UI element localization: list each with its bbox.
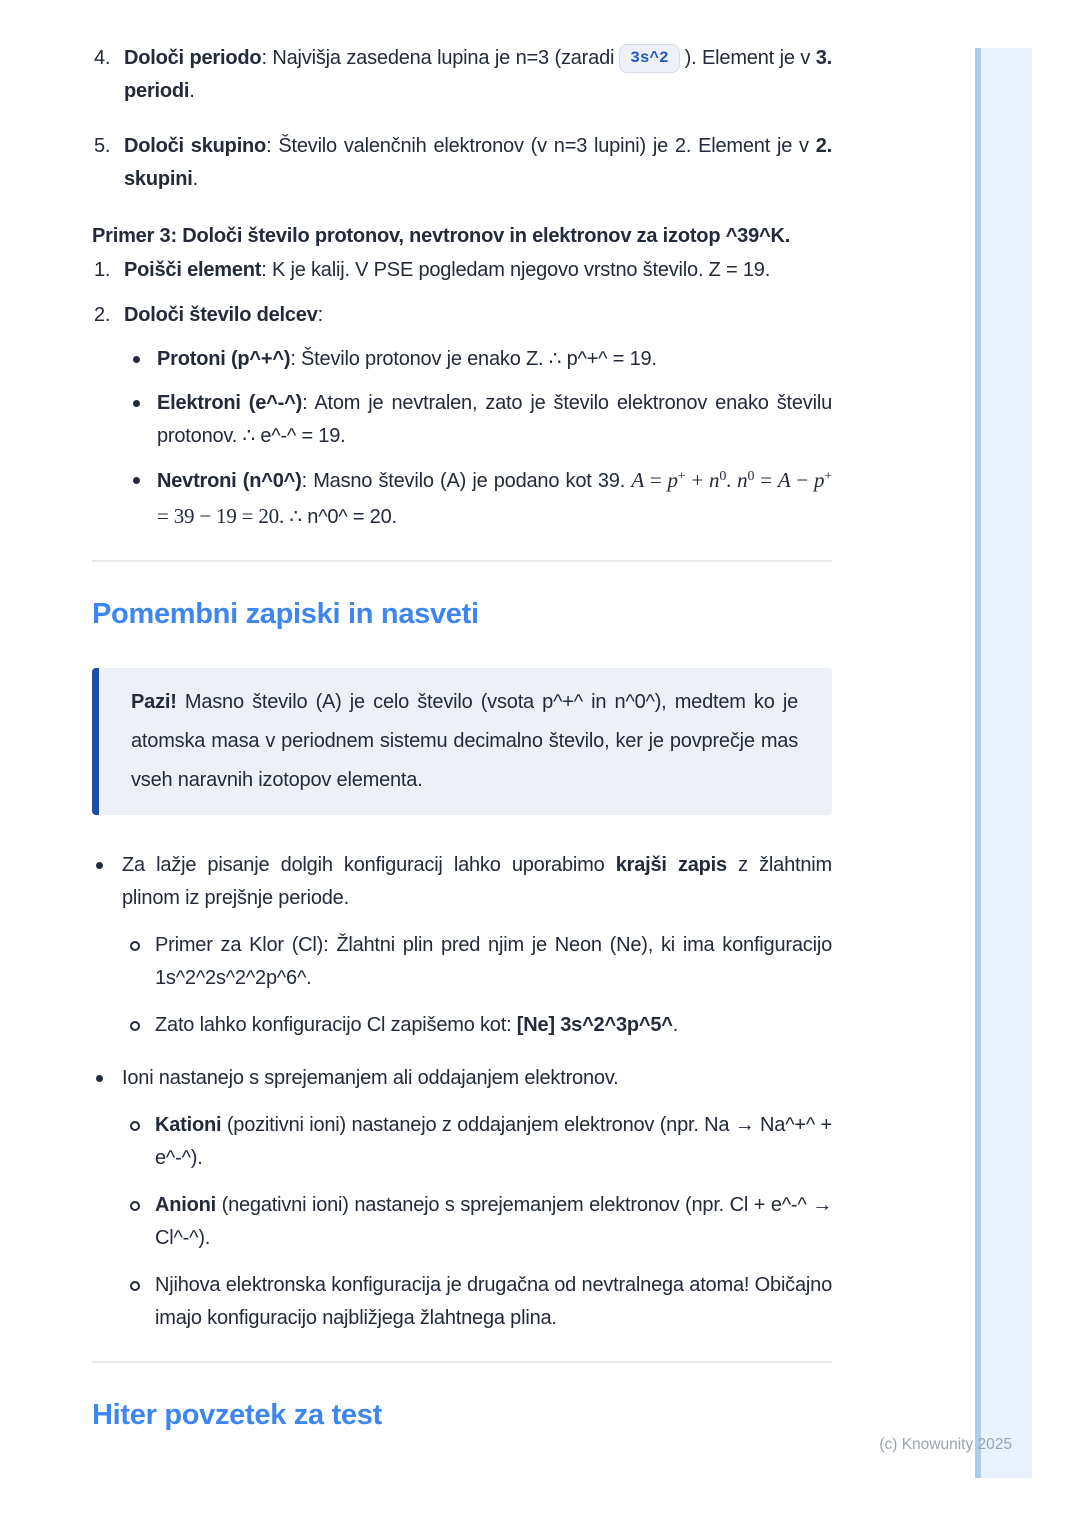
bullet-item-text: Ioni nastanejo s sprejemanjem ali oddajanjem elektronov. [122,1067,619,1089]
particles-bullet-list [124,343,832,534]
section-divider [92,1361,832,1363]
list-number: 5. [94,135,111,157]
sub-bullet-kationi: Kationi (pozitivni ioni) nastanejo z oddajanjem elektronov (npr. Na → Na^+^ + e^-^). [122,1109,832,1175]
tips-bullet-list [92,849,832,1335]
warning-callout [92,668,832,815]
steps-list-4-5 [92,42,832,196]
list-item-text: Določi število delcev: [124,304,324,326]
list-item-text: Določi periodo: Najvišja zasedena lupina je n=3 (zaradi 3s^2 ). Element je v 3. periodi. [124,47,832,102]
sub-bullet-anioni: Anioni (negativni ioni) nastanejo s sprejemanjem elektronov (npr. Cl + e^-^ → Cl^-^). [122,1189,832,1255]
bullet-item-ioni [92,1062,832,1335]
sub-bullet-klor: Primer za Klor (Cl): Žlahtni plin pred njim je Neon (Ne), ki ima konfiguracijo 1s^2^2s^2^2p^6^. [122,929,832,995]
list-item-2 [92,299,832,534]
list-item-text: Določi skupino: Število valenčnih elektronov (v n=3 lupini) je 2. Element je v 2. skupini. [124,135,833,190]
copyright-footer: (c) Knowunity 2025 [879,1436,1012,1453]
section-divider [92,560,832,562]
sub-bullet-list [122,1109,832,1335]
list-number: 4. [94,47,111,69]
bullet-item-protoni: Protoni (p^+^): Število protonov je enako Z. ∴ p^+^ = 19. [124,343,832,376]
callout-text: Pazi! Masno število (A) je celo število (vsota p^+^ in n^0^), medtem ko je atomska masa v periodnem sistemu decimalno število, ker je povprečje mas vseh naravnih izotopov elementa. [131,691,798,791]
list-item-text: Poišči element: K je kalij. V PSE pogledam njegovo vrstno število. Z = 19. [124,259,771,281]
next-page-edge-strip[interactable] [975,48,1032,1478]
list-item-1 [92,254,832,287]
bullet-item-text: Za lažje pisanje dolgih konfiguracij lahko uporabimo krajši zapis z žlahtnim plinom iz prejšnje periode. [122,854,832,909]
sub-bullet-konfiguracija: Njihova elektronska konfiguracija je drugačna od nevtralnega atoma! Običajno imajo konfiguracijo najbližjega žlahtnega plina. [122,1269,832,1335]
list-number: 2. [94,304,111,326]
document-content [92,42,832,1433]
notes-section-heading: Pomembni zapiski in nasveti [92,598,479,630]
sub-bullet-list [122,929,832,1042]
sub-bullet-ne-zapis: Zato lahko konfiguracijo Cl zapišemo kot: [Ne] 3s^2^3p^5^. [122,1009,832,1042]
primer3-paragraph: Primer 3: Določi število protonov, nevtronov in elektronov za izotop ^39^K. [92,225,791,247]
bullet-item-elektroni: Elektroni (e^-^): Atom je nevtralen, zato je število elektronov enako številu protonov. ∴ e^-^ = 19. [124,387,832,453]
bullet-item-nevtroni: Nevtroni (n^0^): Masno število (A) je podano kot 39. $A = p^+ + n^0$. $n^0 = A - p^+ = 39 - 19 = 20$. ∴ n^0^ = 20. [124,464,832,534]
list-number: 1. [94,259,111,281]
bullet-item-krajsi-zapis [92,849,832,1042]
list-item-5 [92,130,832,196]
steps-list-1-2 [92,254,832,534]
summary-section-heading: Hiter povzetek za test [92,1399,382,1431]
list-item-4 [92,42,832,108]
